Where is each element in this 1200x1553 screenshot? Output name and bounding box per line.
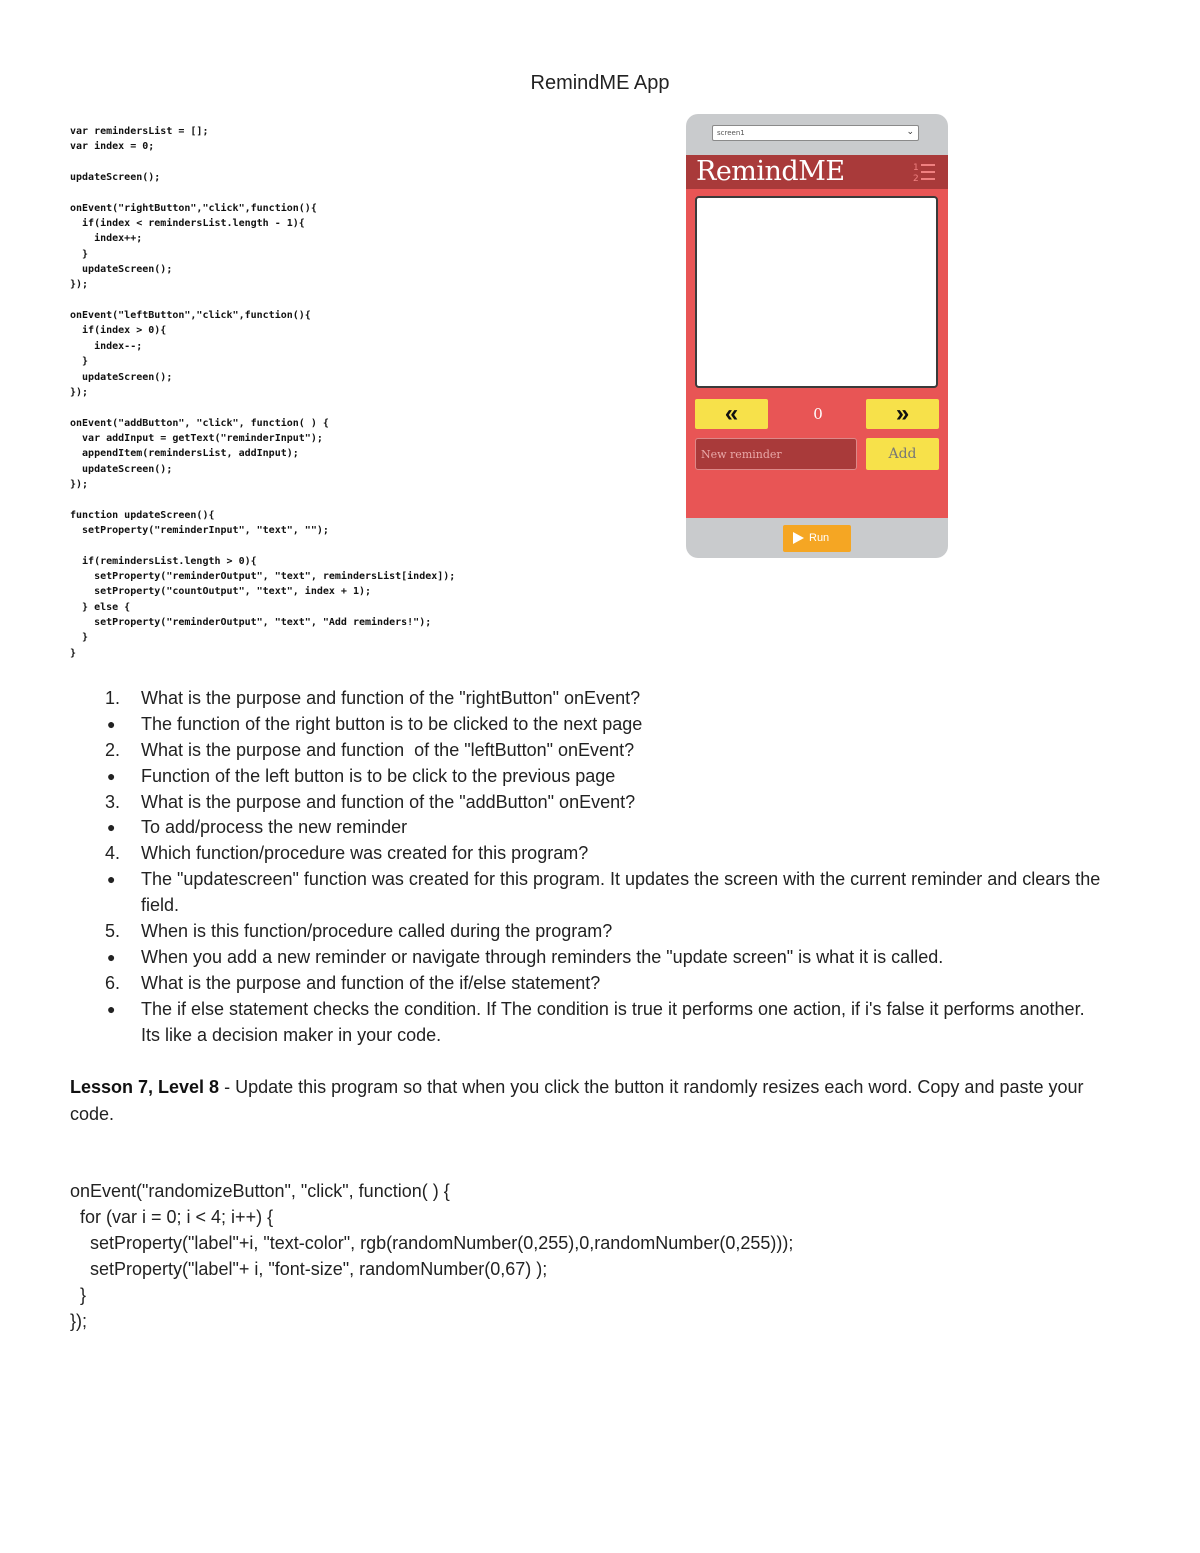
code-line: index++; <box>70 233 143 245</box>
code-line: } <box>70 647 77 659</box>
code-line: updateScreen(); <box>70 371 173 383</box>
code-line: updateScreen(); <box>70 463 173 475</box>
bullet: ● <box>107 871 116 888</box>
list-item <box>0 997 1200 1049</box>
list-item <box>0 867 1200 919</box>
code-line: setProperty("reminderInput", "text", ""); <box>70 524 329 536</box>
answer-text: To add/process the new reminder <box>141 817 408 838</box>
chevron-down-icon: ⌄ <box>906 127 914 137</box>
list-item <box>0 815 1200 841</box>
numbered-list-icon <box>912 161 936 183</box>
list-item <box>0 686 1200 712</box>
answer-text: The function of the right button is to be clicked to the next page <box>141 713 643 734</box>
code-line: var index = 0; <box>70 141 155 153</box>
code-line: var addInput = getText("reminderInput"); <box>70 432 323 444</box>
code-block <box>70 124 455 661</box>
code-line: onEvent("rightButton","click",function(){ <box>70 202 317 214</box>
lesson-text: - Update this program so that when you click the button it randomly resizes each word. Copy and paste your code. <box>70 1077 1084 1124</box>
code-line: onEvent("addButton", "click", function( ) { <box>70 417 329 429</box>
bullet: ● <box>107 1000 116 1017</box>
left-button[interactable]: « <box>695 399 768 429</box>
code-line <box>70 155 455 170</box>
code-line: appendItem(remindersList, addInput); <box>70 448 299 460</box>
list-number: 3. <box>105 791 121 812</box>
code-line <box>70 492 455 507</box>
list-item <box>0 790 1200 816</box>
screen-select[interactable] <box>712 125 919 141</box>
question-text: What is the purpose and function of the if/else statement? <box>141 972 601 993</box>
reminder-input[interactable]: New reminder <box>695 438 857 470</box>
code-line: if(index > 0){ <box>70 325 167 337</box>
list-item <box>0 919 1200 945</box>
code-line: } <box>70 356 89 368</box>
code-line: setProperty("label"+i, "text-color", rgb(randomNumber(0,255),0,randomNumber(0,255))); <box>70 1232 794 1253</box>
run-button[interactable] <box>783 525 851 552</box>
list-item <box>0 738 1200 764</box>
list-number: 6. <box>105 972 121 993</box>
add-button[interactable]: Add <box>866 438 939 470</box>
svg-text:2: 2 <box>913 174 919 183</box>
code-line: updateScreen(); <box>70 264 173 276</box>
list-number: 5. <box>105 921 121 942</box>
list-item <box>0 971 1200 997</box>
code-line: } <box>70 248 89 260</box>
list-number: 4. <box>105 843 121 864</box>
code-line <box>70 293 455 308</box>
code-line: var remindersList = []; <box>70 126 209 137</box>
list-item <box>0 712 1200 738</box>
bullet: ● <box>107 948 116 965</box>
code-line: updateScreen(); <box>70 172 161 184</box>
code-line <box>70 185 455 200</box>
bullet: ● <box>107 819 116 836</box>
app-screen <box>686 155 948 518</box>
answer-text: The "updatescreen" function was created for this program. It updates the screen with the current reminder and clears the field. <box>141 869 1101 916</box>
code-line: }); <box>70 279 89 291</box>
answer-code-block <box>70 1179 793 1334</box>
code-line: } <box>70 632 89 644</box>
code-line: onEvent("randomizeButton", "click", function( ) { <box>70 1181 450 1201</box>
code-line: if(remindersList.length > 0){ <box>70 555 257 567</box>
list-item <box>0 945 1200 971</box>
code-line <box>70 538 455 553</box>
code-line: for (var i = 0; i < 4; i++) { <box>70 1206 274 1227</box>
list-number: 2. <box>105 739 121 760</box>
reminder-output <box>695 196 938 388</box>
list-number: 1. <box>105 688 121 708</box>
code-line: setProperty("reminderOutput", "text", remindersList[index]); <box>70 570 456 582</box>
bullet: ● <box>107 767 116 784</box>
list-item <box>0 841 1200 867</box>
code-line: } <box>70 1284 87 1305</box>
question-text: Which function/procedure was created for this program? <box>141 843 589 864</box>
code-line: }); <box>70 1310 88 1331</box>
bullet: ● <box>107 715 116 732</box>
code-line: setProperty("reminderOutput", "text", "Add reminders!"); <box>70 617 432 628</box>
code-line: function updateScreen(){ <box>70 509 215 521</box>
screen-select-value: screen1 <box>717 129 745 137</box>
code-line <box>70 400 455 415</box>
code-line: if(index < remindersList.length - 1){ <box>70 218 305 230</box>
code-line: index--; <box>70 340 143 352</box>
right-button[interactable]: » <box>866 399 939 429</box>
answer-text: Function of the left button is to be click to the previous page <box>141 765 616 786</box>
answer-text: When you add a new reminder or navigate through reminders the "update screen" is what it is called. <box>141 946 944 967</box>
lesson-paragraph <box>70 1074 1110 1127</box>
lesson-heading: Lesson 7, Level 8 <box>70 1077 220 1097</box>
document-title: RemindME App <box>530 72 670 94</box>
question-text: What is the purpose and function of the "addButton" onEvent? <box>141 791 636 812</box>
run-label: Run <box>809 532 830 544</box>
app-title: RemindME <box>696 156 845 187</box>
question-text: What is the purpose and function of the "leftButton" onEvent? <box>141 739 635 760</box>
play-icon <box>793 532 804 544</box>
count-output: 0 <box>813 405 823 423</box>
code-line: onEvent("leftButton","click",function(){ <box>70 310 311 322</box>
question-text: What is the purpose and function of the "rightButton" onEvent? <box>141 688 641 708</box>
answer-text: The if else statement checks the condition. If The condition is true it performs one action, if i's false it performs another. Its like a decision maker in your code. <box>141 998 1085 1045</box>
code-line: setProperty("countOutput", "text", index + 1); <box>70 586 372 598</box>
app-header <box>686 155 948 189</box>
app-preview <box>686 114 948 558</box>
code-line: }); <box>70 386 89 398</box>
svg-text:1: 1 <box>913 163 919 173</box>
question-list <box>0 686 1200 1049</box>
list-item <box>0 764 1200 790</box>
code-line: setProperty("label"+ i, "font-size", randomNumber(0,67) ); <box>70 1258 548 1279</box>
question-text: When is this function/procedure called during the program? <box>141 921 613 942</box>
code-line: } else { <box>70 601 131 613</box>
code-line: }); <box>70 478 89 490</box>
